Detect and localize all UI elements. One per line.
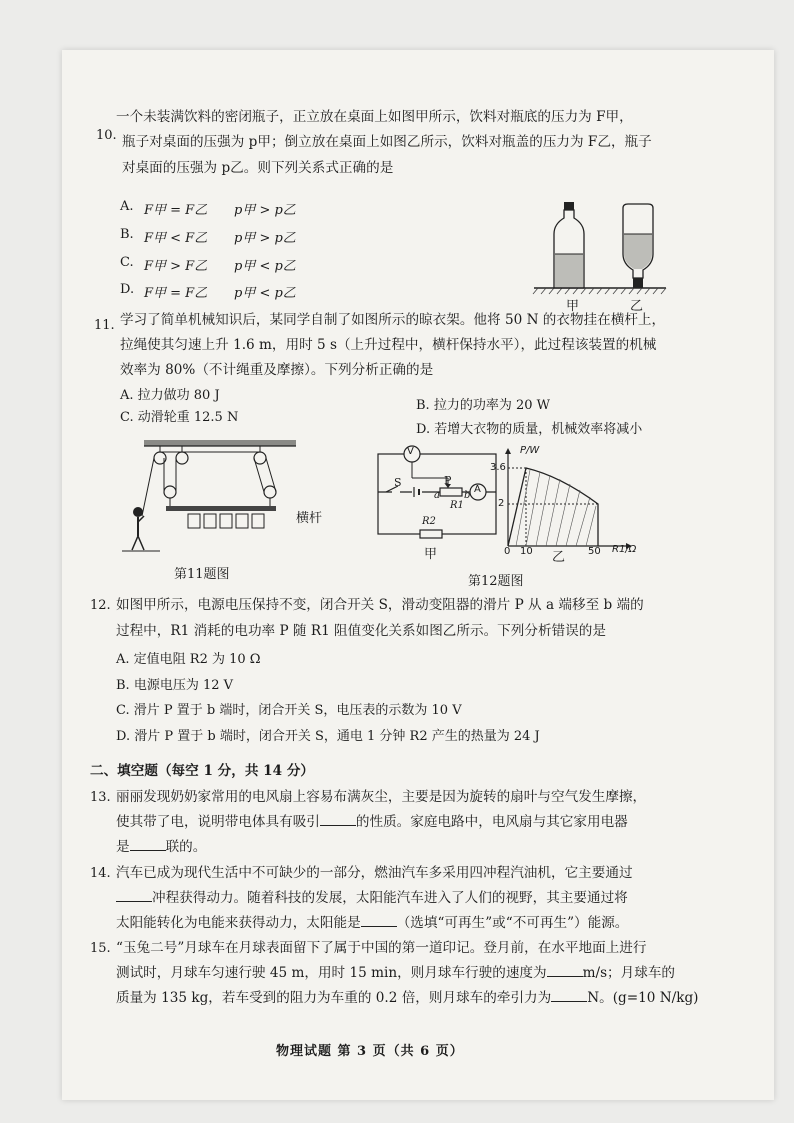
q13-line3 (116, 838, 206, 856)
q12-opt-a: A. 定值电阻 R2 为 10 Ω (116, 652, 261, 667)
q13-line3-b: 联的。 (165, 839, 207, 855)
q10-opt-a-f: F甲 = F乙 (144, 203, 208, 218)
q12-number: 12. (90, 598, 111, 613)
q14-line3 (116, 914, 628, 932)
q11-bar-label: 横杆 (296, 511, 323, 526)
q12-opt-c: C. 滑片 P 置于 b 端时，闭合开关 S，电压表的示数为 10 V (116, 703, 462, 718)
q14-line2 (116, 889, 628, 907)
q15-line3-a: 质量为 135 kg，若车受到的阻力为车重的 0.2 倍，则月球车的牵引力为 (116, 990, 552, 1006)
q14-blank-2[interactable] (361, 926, 397, 927)
q15-line1: “玉兔二号”月球车在月球表面留下了属于中国的第一道印记。登月前，在水平地面上进行 (116, 940, 647, 956)
pulley-icon (164, 486, 176, 498)
q14-blank-1[interactable] (116, 901, 152, 902)
pulley-icon (176, 452, 188, 464)
q10-opt-d-f: F甲 = F乙 (144, 286, 208, 301)
graph-fig-label: 乙 (552, 550, 566, 565)
q10-opt-b-f: F甲 < F乙 (144, 231, 208, 246)
q10-line2: 瓶子对桌面的压强为 p甲；倒立放在桌面上如图乙所示，饮料对瓶盖的压力为 F乙，瓶子 (122, 134, 652, 150)
q14-line1: 汽车已成为现代生活中不可缺少的一部分，燃油汽车多采用四冲程汽油机，它主要通过 (116, 865, 633, 881)
terminal-a-label: a (434, 490, 440, 501)
pulley-icon (264, 486, 276, 498)
switch-label: S (394, 476, 402, 489)
voltmeter-label: V (407, 446, 414, 457)
graph-tick-0: 0 (504, 546, 511, 557)
r2-label: R2 (422, 516, 436, 527)
resistor-icon (420, 530, 442, 538)
graph-tick-3.6: 3.6 (490, 462, 506, 473)
power-curve (508, 468, 598, 546)
q11-clothes-rack-figure (120, 440, 300, 558)
q15-line2-a: 测试时，月球车匀速行驶 45 m，用时 15 min，则月球车行驶的速度为 (116, 965, 547, 981)
q10-opt-d-key: D. (120, 282, 135, 297)
q11-caption: 第11题图 (174, 567, 230, 582)
q10-fig-label-jia: 甲 (566, 299, 580, 314)
q12-line2: 过程中，R1 消耗的电功率 P 随 R1 阻值变化关系如图乙所示。下列分析错误的是 (116, 623, 606, 639)
q13-line2-a: 使其带了电，说明带电体具有吸引 (116, 814, 320, 830)
q10-opt-a-key: A. (120, 199, 134, 214)
q14-number: 14. (90, 866, 111, 881)
q10-fig-label-yi: 乙 (630, 299, 644, 314)
q13-line2-b: 的性质。家庭电路中，电风扇与其它家用电器 (355, 814, 628, 830)
q13-blank-2[interactable] (130, 850, 166, 851)
q13-line2 (116, 813, 628, 831)
terminal-b-label: b (464, 490, 471, 501)
graph-x-label: R1/Ω (612, 544, 637, 555)
q15-line2-b: m/s；月球车的 (582, 965, 676, 981)
q15-line3 (116, 989, 698, 1007)
q10-opt-c-p: p甲 < p乙 (234, 259, 296, 274)
q11-line1: 学习了简单机械知识后，某同学自制了如图所示的晾衣架。他将 50 N 的衣物挂在横杆上， (120, 312, 666, 328)
q12-opt-d: D. 滑片 P 置于 b 端时，闭合开关 S，通电 1 分钟 R2 产生的热量为 24 J (116, 729, 540, 744)
q15-blank-2[interactable] (551, 1001, 587, 1002)
q12-caption: 第12题图 (468, 574, 524, 589)
q11-line3: 效率为 80%（不计绳重及摩擦）。下列分析正确的是 (120, 362, 434, 378)
ammeter-label: A (474, 484, 481, 495)
q11-opt-a: A. 拉力做功 80 J (120, 388, 220, 403)
q12-opt-b: B. 电源电压为 12 V (116, 678, 234, 693)
q11-line2: 拉绳使其匀速上升 1.6 m，用时 5 s（上升过程中，横杆保持水平），此过程该装置的机械 (120, 337, 657, 353)
graph-tick-10: 10 (520, 546, 533, 557)
page-footer: 物理试题 第 3 页（共 6 页） (276, 1044, 464, 1059)
q14-line2-b: 冲程获得动力。随着科技的发展，太阳能汽车进入了人们的视野，其主要通过将 (152, 890, 628, 906)
q11-opt-b: B. 拉力的功率为 20 W (416, 398, 550, 413)
q14-line3-a: 太阳能转化为电能来获得动力，太阳能是 (116, 915, 361, 931)
graph-tick-50: 50 (588, 546, 601, 557)
q12-line1: 如图甲所示，电源电压保持不变，闭合开关 S，滑动变阻器的滑片 P 从 a 端移至 b 端的 (116, 597, 644, 613)
q15-blank-1[interactable] (547, 976, 583, 977)
q10-opt-b-key: B. (120, 227, 134, 242)
q14-line3-b: （选填“可再生”或“不可再生”）能源。 (396, 915, 629, 931)
q10-opt-b-p: p甲 > p乙 (234, 231, 296, 246)
q13-blank-1[interactable] (320, 825, 356, 826)
q10-line3: 对桌面的压强为 p乙。则下列关系式正确的是 (122, 160, 394, 176)
q12-power-graph (490, 446, 640, 556)
pulley-icon (254, 452, 266, 464)
graph-hatch (516, 470, 596, 546)
bottle-cap-icon (564, 202, 574, 210)
q11-opt-d: D. 若增大衣物的质量，机械效率将减小 (416, 422, 643, 437)
q15-number: 15. (90, 941, 111, 956)
q10-line1: 一个未装满饮料的密闭瓶子，正立放在桌面上如图甲所示，饮料对瓶底的压力为 F甲， (116, 109, 633, 125)
q10-opt-d-p: p甲 < p乙 (234, 286, 296, 301)
slider-label: P (444, 474, 452, 487)
circuit-fig-label: 甲 (424, 547, 438, 562)
q15-line2 (116, 964, 675, 982)
q13-line1: 丽丽发现奶奶家常用的电风扇上容易布满灰尘，主要是因为旋转的扇叶与空气发生摩擦， (116, 789, 647, 805)
q13-line3-a: 是 (116, 839, 130, 855)
q10-opt-c-key: C. (120, 255, 134, 270)
q10-number: 10. (96, 128, 117, 143)
q10-opt-c-f: F甲 > F乙 (144, 259, 208, 274)
graph-tick-2: 2 (498, 498, 505, 509)
r1-label: R1 (450, 500, 464, 511)
q13-number: 13. (90, 790, 111, 805)
q15-line3-b: N。(g=10 N/kg) (587, 990, 699, 1006)
q11-number: 11. (94, 318, 115, 333)
q10-opt-a-p: p甲 > p乙 (234, 203, 296, 218)
person-icon (133, 507, 143, 517)
rheostat-icon (440, 488, 462, 496)
q11-opt-c: C. 动滑轮重 12.5 N (120, 410, 239, 425)
graph-y-label: P/W (520, 445, 540, 456)
q10-bottles-figure (530, 198, 670, 313)
section-2-title: 二、填空题（每空 1 分，共 14 分） (90, 763, 315, 779)
bottle-cap-icon (633, 278, 643, 288)
